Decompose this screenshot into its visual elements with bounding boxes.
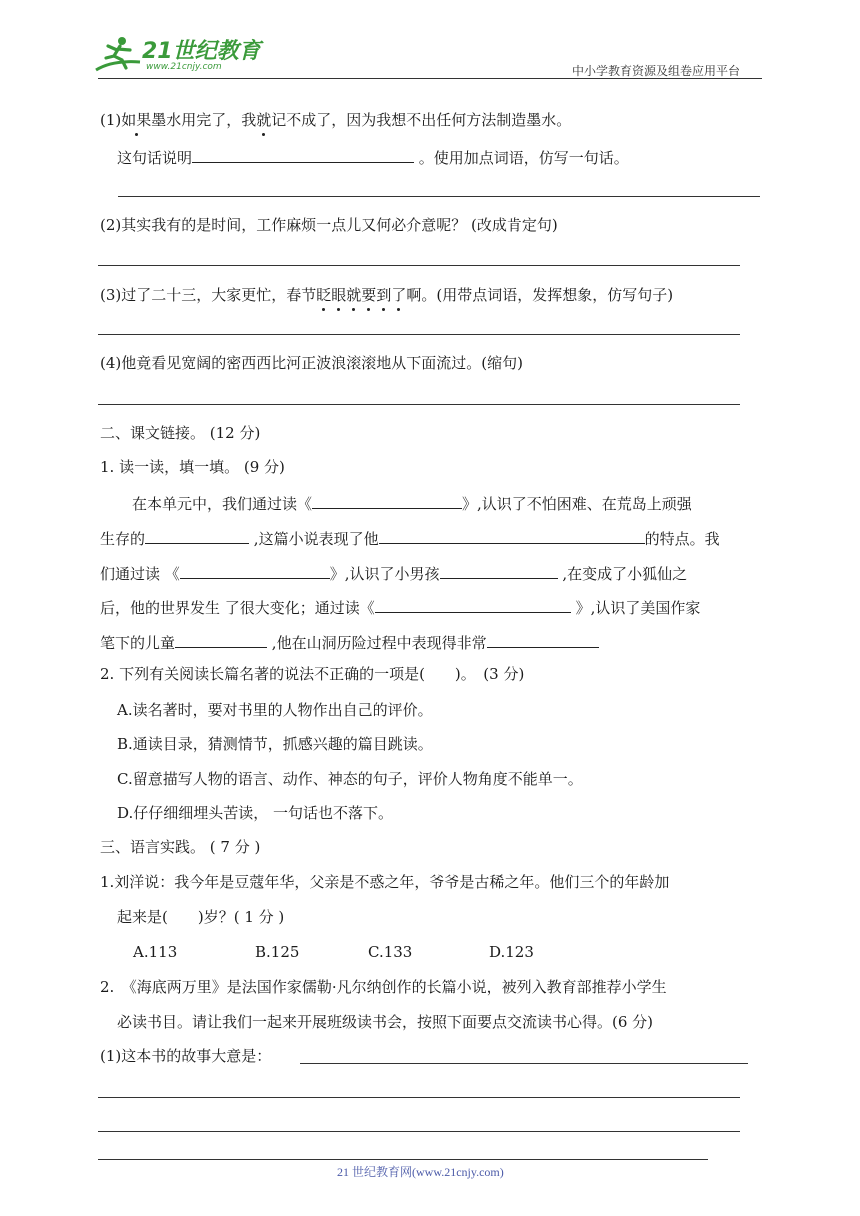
question-3-text: (3)过了二十三，大家更忙，春节眨眼就要到了啊。(用带点词语，发挥想象，仿写句子) — [100, 286, 674, 304]
blank-book-1[interactable] — [312, 491, 462, 509]
blank-explain[interactable] — [192, 145, 414, 163]
answer-line-summary-2[interactable] — [98, 1097, 740, 1098]
answer-line-q1[interactable] — [118, 196, 760, 197]
section-2-q1-title: 1. 读一读，填一填。 (9 分) — [100, 458, 285, 476]
blank-trait-1[interactable] — [379, 526, 645, 544]
dotted-word-jiu: 就 — [256, 111, 272, 129]
question-2-text: (2)其实我有的是时间，工作麻烦一点儿又何必介意呢？ (改成肯定句) — [100, 216, 558, 234]
logo — [92, 34, 262, 78]
option-c: C.留意描写人物的语言、动作、神态的句子，评价人物角度不能单一。 — [117, 770, 583, 788]
choice-a: A.113 — [133, 943, 178, 961]
question-1-line2: 这句话说明 。使用加点词语，仿写一句话。 — [117, 145, 629, 169]
logo-main-text: 21世纪教育 — [142, 39, 261, 64]
answer-line-q4[interactable] — [98, 404, 740, 405]
answer-line-q3[interactable] — [98, 334, 740, 335]
section-2-q2-title: 2. 下列有关阅读长篇名著的说法不正确的一项是( )。 (3 分) — [100, 665, 525, 683]
blank-trait-2[interactable] — [487, 630, 599, 648]
section-3-q2-line1: 2. 《海底两万里》是法国作家儒勒·凡尔纳创作的长篇小说，被列入教育部推荐小学生 — [100, 978, 667, 996]
section-3-title: 三、语言实践。 ( 7 分 ) — [100, 838, 261, 856]
section-3-q2-1: (1)这本书的故事大意是： — [100, 1047, 272, 1065]
section-3-q1-line1: 1.刘洋说：我今年是豆蔻年华，父亲是不惑之年，爷爷是古稀之年。他们三个的年龄加 — [100, 873, 670, 891]
dotted-char: 要 — [361, 286, 377, 304]
fill-paragraph-line3: 们通过读 《 》,认识了小男孩 ,在变成了小狐仙之 — [100, 561, 687, 585]
logo-sub-text: www.21cnjy.com — [146, 62, 222, 72]
blank-book-2[interactable] — [180, 561, 330, 579]
section-3-q2-line2: 必读书目。请让我们一起来开展班级读书会，按照下面要点交流读书心得。(6 分) — [117, 1013, 654, 1031]
header-rule — [98, 78, 762, 79]
fill-paragraph-line2: 生存的 ,这篇小说表现了他 的特点。我 — [100, 526, 720, 550]
section-3-q1-line2: 起来是( )岁？( 1 分 ) — [117, 908, 285, 926]
fill-paragraph-line1: 在本单元中，我们通过读《 》,认识了不怕困难、在荒岛上顽强 — [132, 491, 692, 515]
option-b: B.通读目录，猜测情节，抓感兴趣的篇目跳读。 — [117, 735, 433, 753]
answer-line-summary-1[interactable] — [300, 1063, 748, 1064]
dotted-char: 眼 — [331, 286, 347, 304]
blank-book-3[interactable] — [375, 595, 571, 613]
blank-boy-name[interactable] — [440, 561, 558, 579]
question-4-text: (4)他竟看见宽阔的密西西比河正波浪滚滚地从下面流过。(缩句) — [100, 354, 523, 372]
choice-d: D.123 — [489, 943, 534, 961]
blank-character-1[interactable] — [145, 526, 249, 544]
dotted-char: 到 — [376, 286, 392, 304]
fill-paragraph-line5: 笔下的儿童 ,他在山洞历险过程中表现得非常 — [100, 630, 599, 654]
dotted-char: 眨 — [316, 286, 332, 304]
answer-line-q2[interactable] — [98, 265, 740, 266]
option-a: A.读名著时，要对书里的人物作出自己的评价。 — [117, 701, 433, 719]
footer-rule — [98, 1159, 708, 1160]
option-d: D.仔仔细细埋头苦读， 一句话也不落下。 — [117, 804, 394, 822]
section-2-title: 二、课文链接。 (12 分) — [100, 424, 261, 442]
answer-line-summary-3[interactable] — [98, 1131, 740, 1132]
blank-child-name[interactable] — [175, 630, 267, 648]
choice-b: B.125 — [255, 943, 300, 961]
runner-icon — [92, 36, 146, 76]
dotted-char: 了 — [391, 286, 407, 304]
dotted-word-ruguo: 如果 — [121, 111, 152, 129]
platform-name: 中小学教育资源及组卷应用平台 — [572, 64, 741, 78]
question-1-text: (1)如果墨水用完了，我就记不成了，因为我想不出任何方法制造墨水。 — [100, 111, 572, 129]
dotted-char: 就 — [346, 286, 362, 304]
choice-c: C.133 — [368, 943, 413, 961]
footer-text: 21 世纪教育网(www.21cnjy.com) — [337, 1165, 504, 1179]
fill-paragraph-line4: 后，他的世界发生 了很大变化；通过读《 》,认识了美国作家 — [100, 595, 700, 619]
